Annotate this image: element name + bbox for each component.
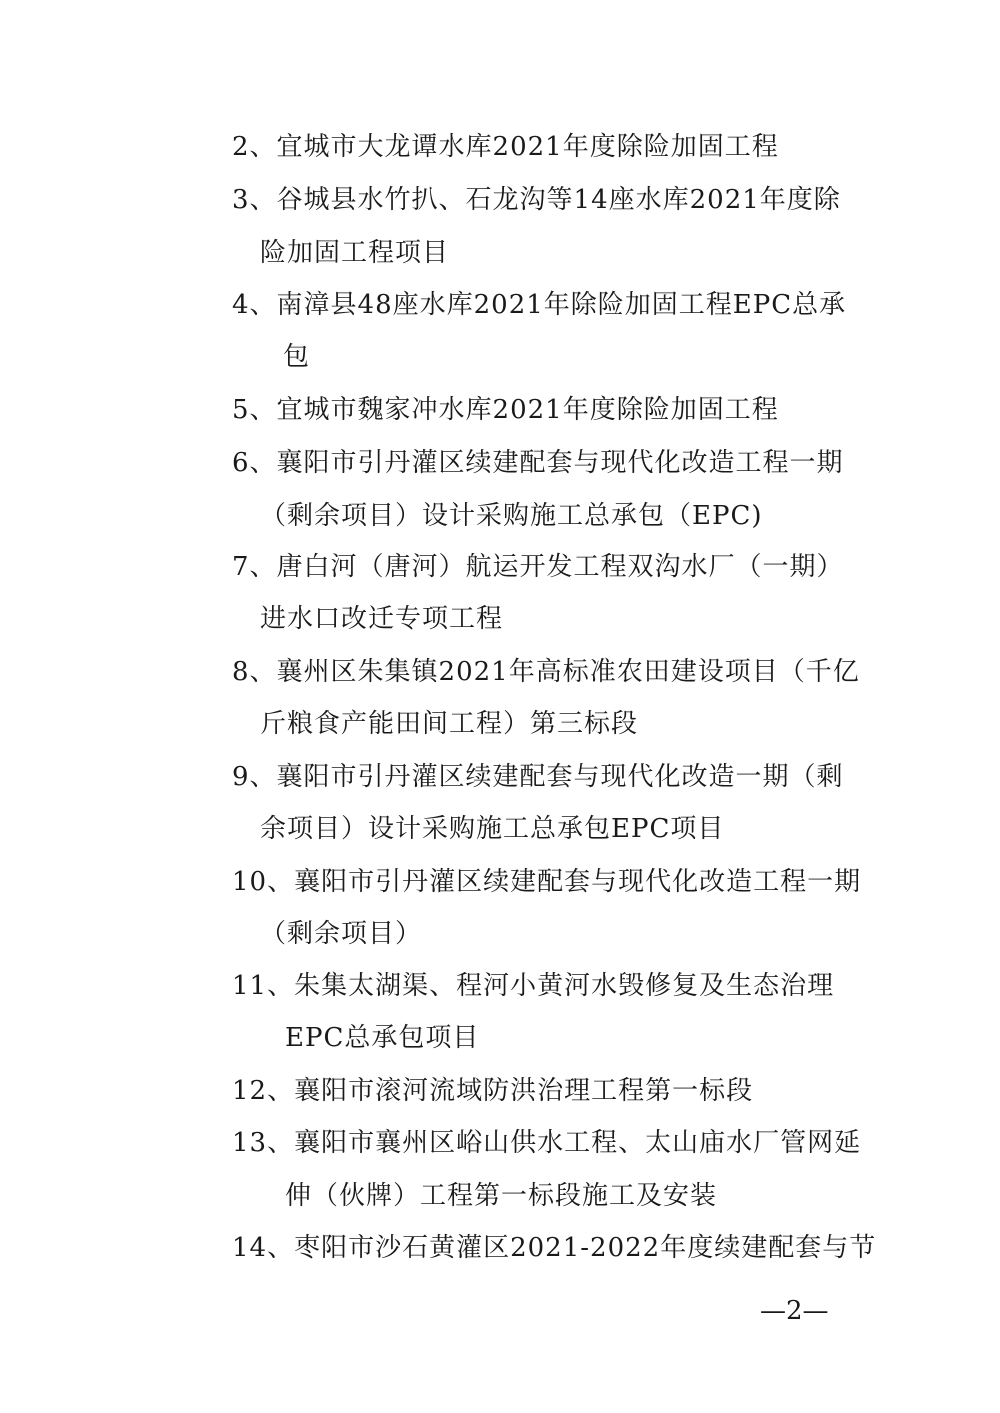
- list-item-2-line-1: 2、宜城市大龙谭水库2021年度除险加固工程: [232, 132, 779, 162]
- list-item-7-line-1: 7、唐白河（唐河）航运开发工程双沟水厂（一期）: [232, 552, 844, 582]
- list-item-11-line-2: EPC总承包项目: [285, 1023, 480, 1053]
- list-item-9-line-1: 9、襄阳市引丹灌区续建配套与现代化改造一期（剩: [232, 762, 844, 792]
- list-item-12-line-1: 12、襄阳市滚河流域防洪治理工程第一标段: [232, 1076, 754, 1106]
- list-item-13-line-1: 13、襄阳市襄州区峪山供水工程、太山庙水厂管网延: [232, 1128, 862, 1158]
- list-item-4-line-2: 包: [283, 342, 311, 372]
- list-item-6-line-2: （剩余项目）设计采购施工总承包（EPC): [260, 501, 763, 531]
- list-item-4-line-1: 4、南漳县48座水库2021年除险加固工程EPC总承: [232, 290, 847, 320]
- list-item-6-line-1: 6、襄阳市引丹灌区续建配套与现代化改造工程一期: [232, 448, 844, 478]
- list-item-3-line-1: 3、谷城县水竹扒、石龙沟等14座水库2021年度除: [232, 185, 841, 215]
- list-item-7-line-2: 进水口改迁专项工程: [260, 604, 504, 634]
- list-item-13-line-2: 伸（伙牌）工程第一标段施工及安装: [285, 1181, 718, 1211]
- list-item-5-line-1: 5、宜城市魏家冲水库2021年度除险加固工程: [232, 395, 779, 425]
- list-item-8-line-2: 斤粮食产能田间工程）第三标段: [260, 709, 639, 739]
- list-item-8-line-1: 8、襄州区朱集镇2021年高标准农田建设项目（千亿: [232, 657, 860, 687]
- list-item-11-line-1: 11、朱集太湖渠、程河小黄河水毁修复及生态治理: [232, 971, 835, 1001]
- list-item-10-line-1: 10、襄阳市引丹灌区续建配套与现代化改造工程一期: [232, 867, 862, 897]
- list-item-10-line-2: （剩余项目）: [260, 919, 423, 949]
- page-number: —2—: [760, 1296, 829, 1326]
- list-item-14-line-1: 14、枣阳市沙石黄灌区2021-2022年度续建配套与节: [232, 1233, 877, 1263]
- list-item-9-line-2: 余项目）设计采购施工总承包EPC项目: [260, 814, 725, 844]
- list-item-3-line-2: 险加固工程项目: [260, 238, 450, 268]
